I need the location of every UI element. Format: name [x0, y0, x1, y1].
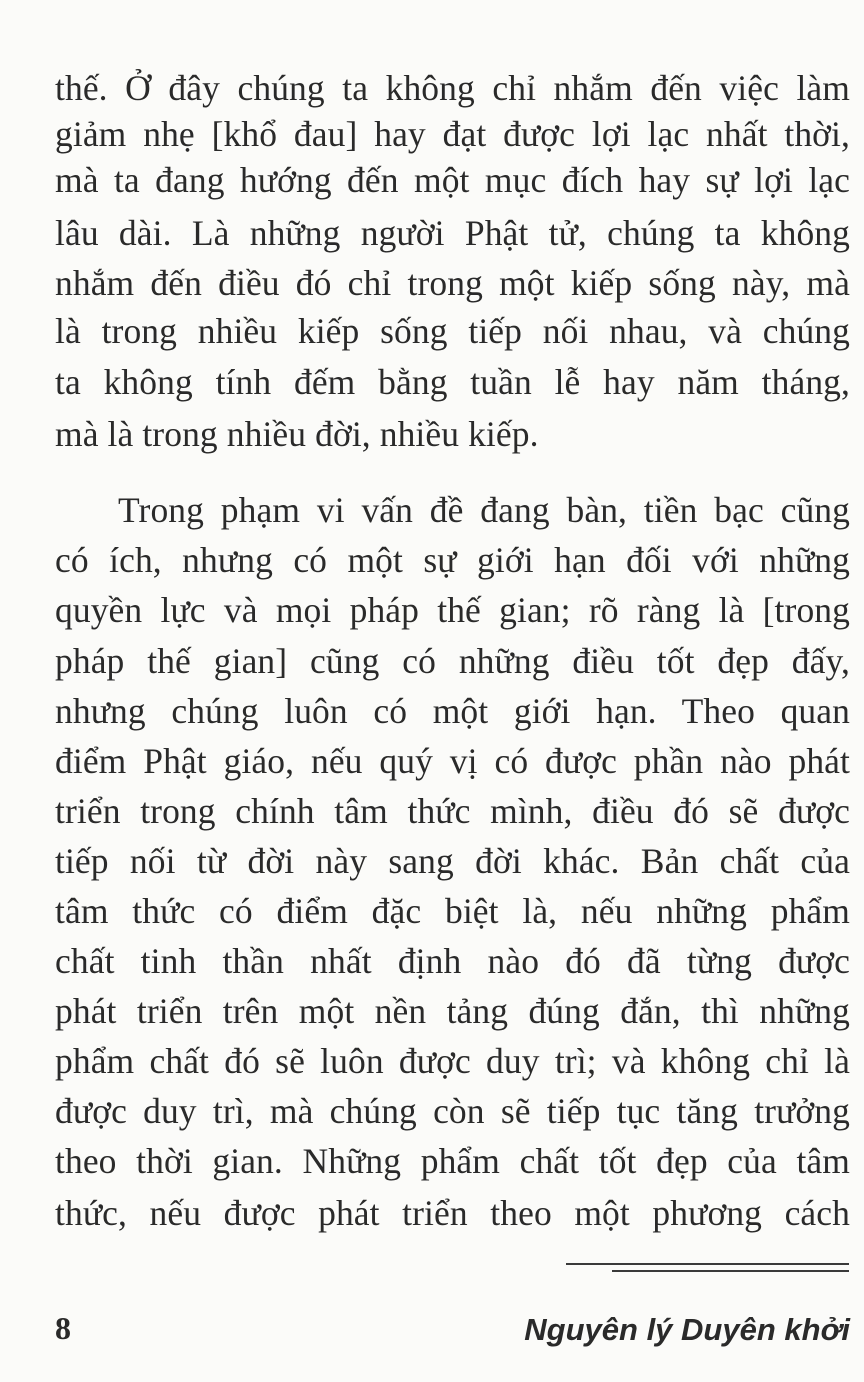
text-line: được duy trì, mà chúng còn sẽ tiếp tục tăng trưởng	[55, 1091, 850, 1131]
text-line: là trong nhiều kiếp sống tiếp nối nhau, và chúng	[55, 311, 850, 351]
page-number: 8	[55, 1310, 71, 1346]
text-line: giảm nhẹ [khổ đau] hay đạt được lợi lạc nhất thời,	[55, 114, 850, 154]
text-line: phát triển trên một nền tảng đúng đắn, thì những	[55, 991, 850, 1031]
text-line: lâu dài. Là những người Phật tử, chúng ta không	[55, 213, 850, 253]
text-line: thế. Ở đây chúng ta không chỉ nhắm đến việc làm	[55, 68, 850, 108]
text-line: quyền lực và mọi pháp thế gian; rõ ràng là [trong	[55, 590, 850, 630]
text-line: ta không tính đếm bằng tuần lễ hay năm tháng,	[55, 362, 850, 402]
text-line: điểm Phật giáo, nếu quý vị có được phần nào phát	[55, 741, 850, 781]
text-line: tiếp nối từ đời này sang đời khác. Bản chất của	[55, 841, 850, 881]
footer-rule-top	[566, 1263, 849, 1265]
text-line: mà ta đang hướng đến một mục đích hay sự lợi lạc	[55, 160, 850, 200]
text-line: thức, nếu được phát triển theo một phương cách	[55, 1193, 850, 1233]
text-line: có ích, nhưng có một sự giới hạn đối với những	[55, 540, 850, 580]
text-line: Trong phạm vi vấn đề đang bàn, tiền bạc cũng	[118, 490, 850, 530]
running-title: Nguyên lý Duyên khởi	[524, 1312, 850, 1347]
text-line: nhưng chúng luôn có một giới hạn. Theo quan	[55, 691, 850, 731]
text-line: nhắm đến điều đó chỉ trong một kiếp sống này, mà	[55, 263, 850, 303]
footer-rule-bottom	[612, 1270, 849, 1272]
text-line: phẩm chất đó sẽ luôn được duy trì; và không chỉ là	[55, 1041, 850, 1081]
text-line: tâm thức có điểm đặc biệt là, nếu những phẩm	[55, 891, 850, 931]
text-line: chất tinh thần nhất định nào đó đã từng được	[55, 941, 850, 981]
text-line: pháp thế gian] cũng có những điều tốt đẹp đấy,	[55, 641, 850, 681]
text-line: theo thời gian. Những phẩm chất tốt đẹp của tâm	[55, 1141, 850, 1181]
text-line: mà là trong nhiều đời, nhiều kiếp.	[55, 414, 539, 454]
text-line: triển trong chính tâm thức mình, điều đó sẽ được	[55, 791, 850, 831]
